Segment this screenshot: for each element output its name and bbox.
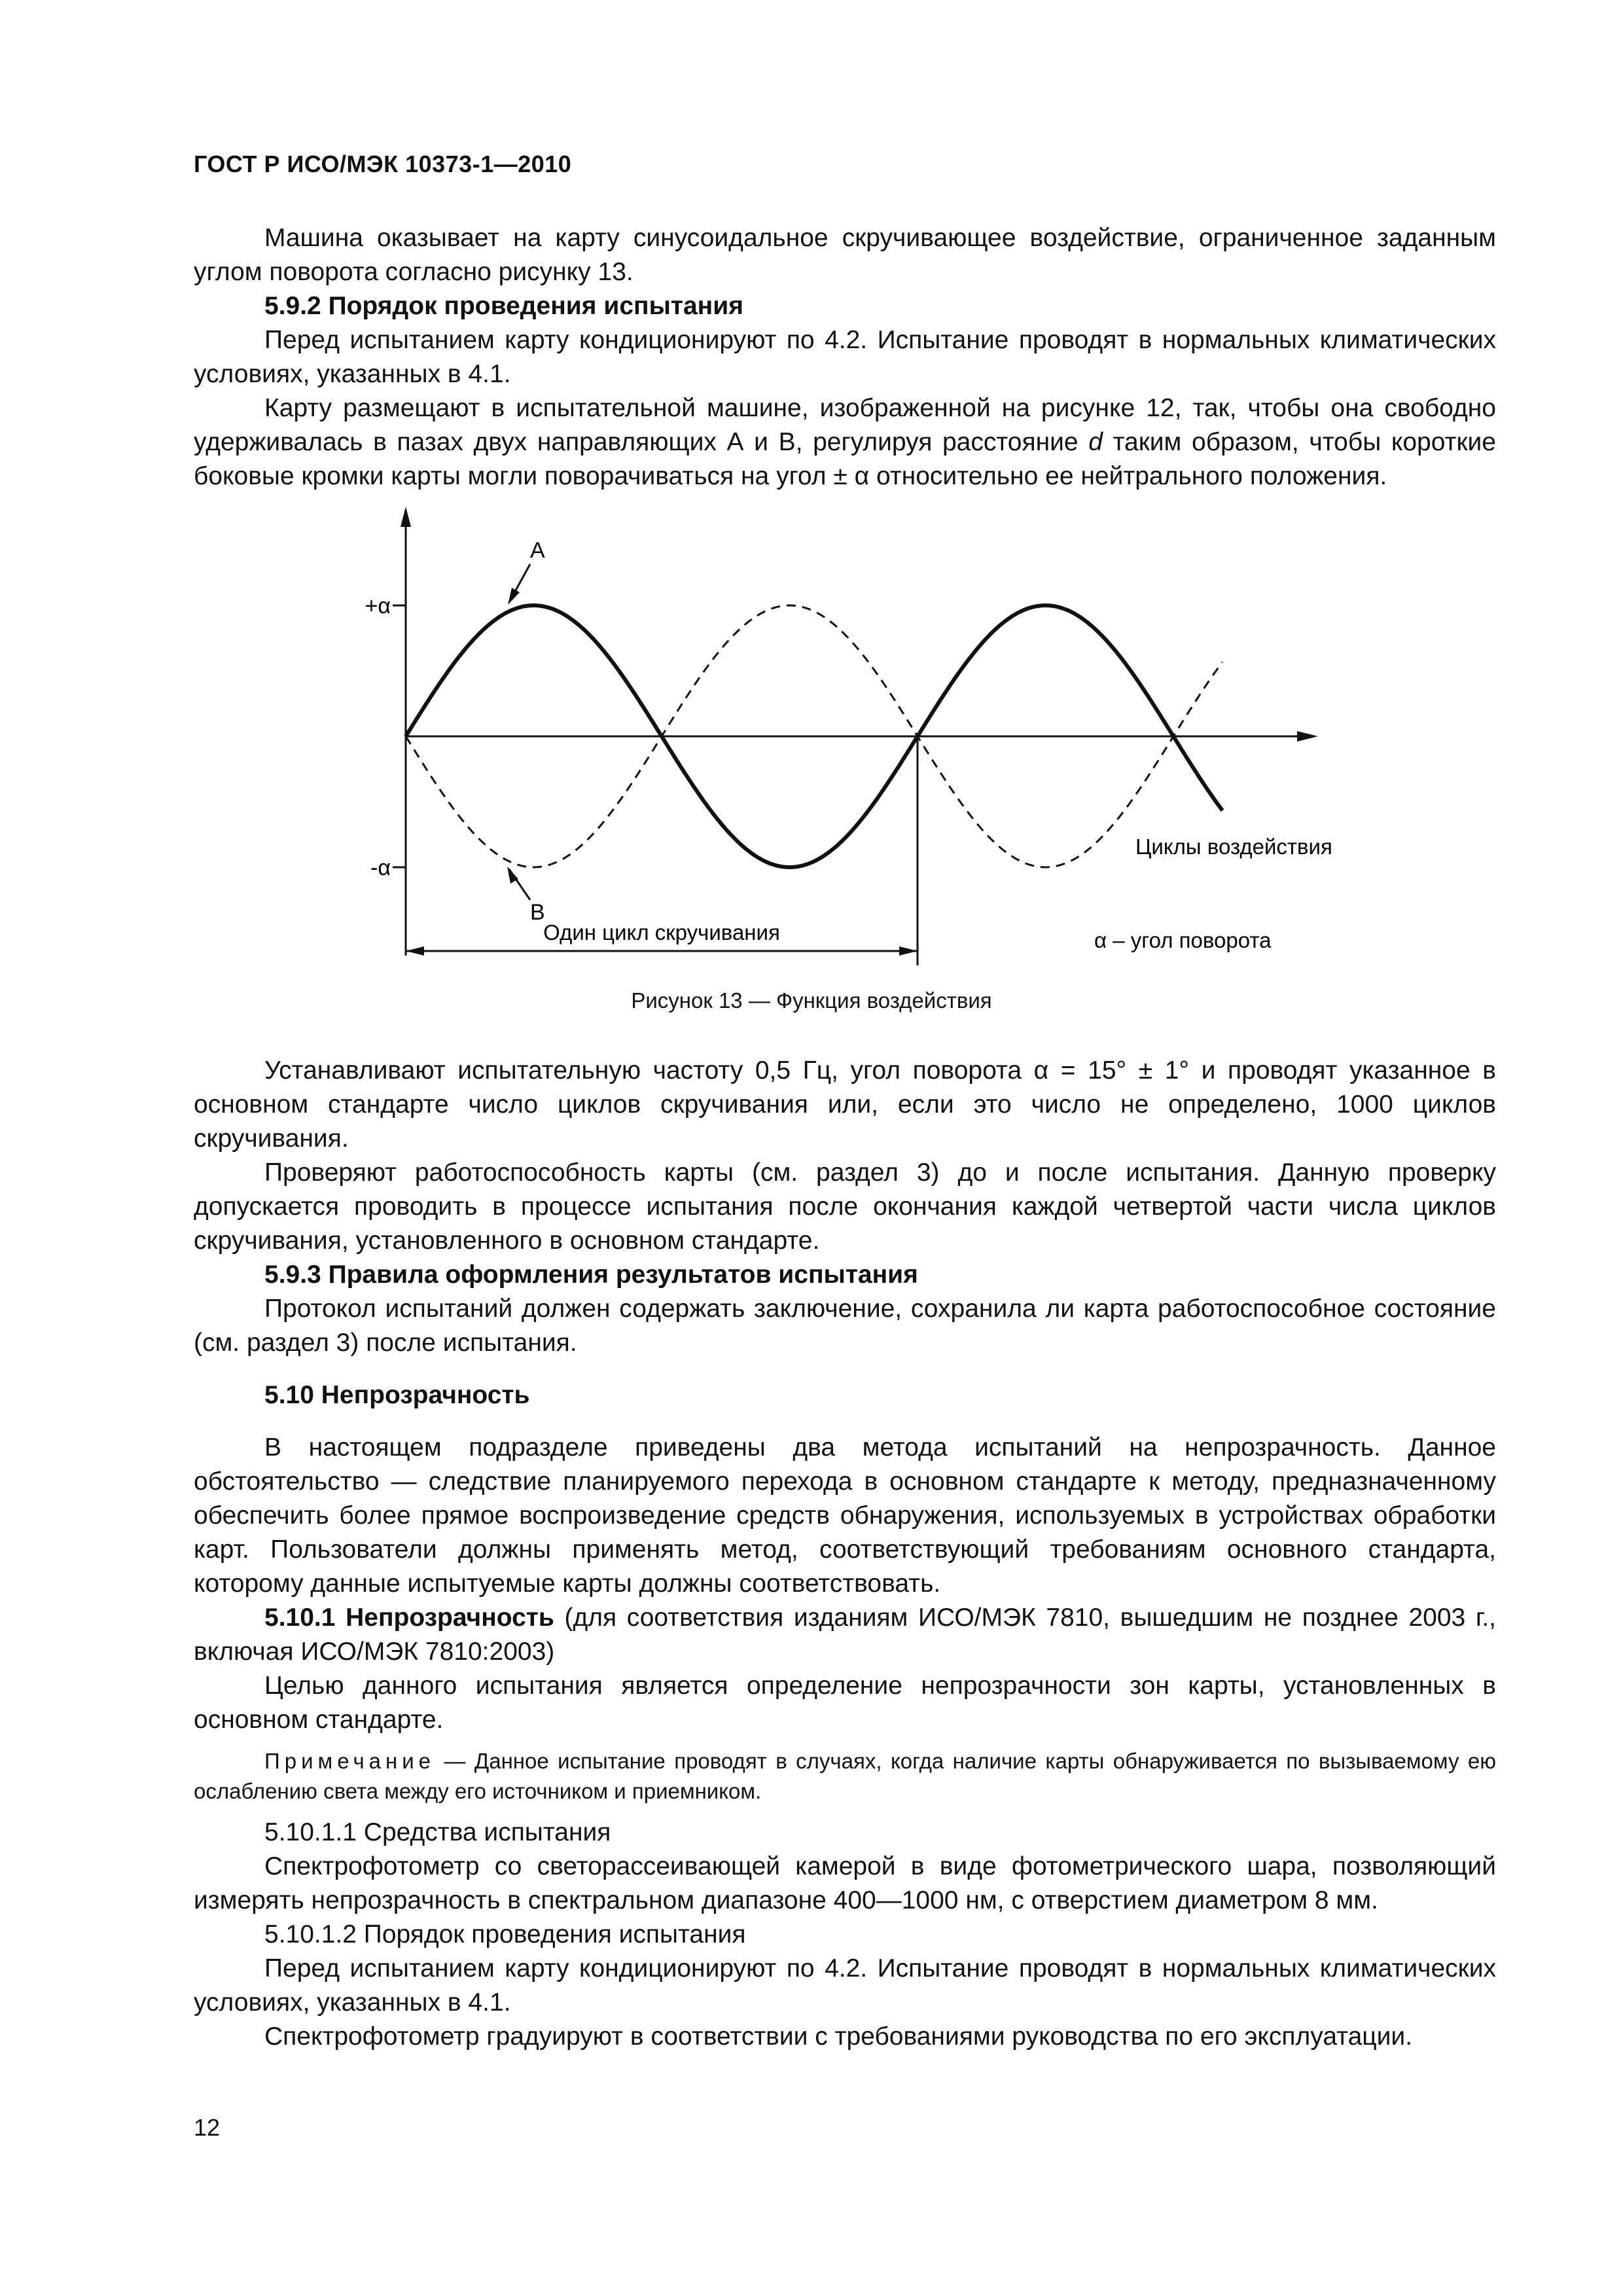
paragraph [194,391,1496,493]
paragraph: Протокол испытаний должен содержать заключение, сохранила ли карта работоспособное состояние (см. раздел 3) после испытания. [194,1295,1496,1357]
label-B: B [530,900,545,925]
figure-caption: Рисунок 13 — Функция воздействия [631,988,992,1013]
page-number: 12 [194,2114,221,2141]
text-block-top [194,221,1496,493]
text-run: Карту размещают в испытательной машине, изображенной на рисунке 12, так, чтобы она свободно удерживалась в пазах двух направляющих А и В, регулируя расстояние [194,394,1496,456]
section-heading: 5.9.2 Порядок проведения испытания [264,292,743,320]
paragraph: Целью данного испытания является определение непрозрачности зон карты, установленных в основном стандарте. [194,1672,1496,1734]
subsection-heading: 5.10.1.2 Порядок проведения испытания [264,1920,746,1948]
variable-d: d [1088,428,1103,456]
label-minus-alpha: -α [370,855,391,880]
section-heading-inline: 5.10.1 Непрозрачность [264,1604,554,1632]
note-label: Примечание [264,1749,436,1773]
torsion-function-diagram [340,504,1348,975]
label-A: A [530,538,545,563]
leader-A-arrow [508,588,520,605]
document-header: ГОСТ Р ИСО/МЭК 10373-1—2010 [194,151,572,177]
paragraph: Перед испытанием карту кондиционируют по 4.2. Испытание проводят в нормальных климатических условиях, указанных в 4.1. [194,326,1496,388]
spacer [194,1360,1496,1378]
section-heading: 5.9.3 Правила оформления результатов испытания [264,1261,918,1289]
label-alpha-definition: α – угол поворота [1094,928,1272,952]
y-axis-arrow [401,507,411,527]
note-text: — Данное испытание проводят в случаях, когда наличие карты обнаруживается по вызываемому ею ослаблению света между его источником и приемником. [194,1749,1496,1803]
note [194,1746,1496,1806]
text-block-bottom [194,1054,1496,2054]
x-axis-arrow [1297,731,1318,742]
paragraph: Спектрофотометр градуируют в соответствии с требованиями руководства по его эксплуатации. [264,2022,1413,2051]
spacer [194,1806,1496,1816]
text-run: (для соответствия изданиям ИСО/МЭК 7810, вышедшим не позднее 2003 г., включая ИСО/МЭК 7810:2003) [194,1604,1497,1666]
figure-13 [340,504,1348,975]
label-plus-alpha: +α [365,594,391,619]
label-impact-cycles: Циклы воздействия [1135,834,1332,859]
section-heading: 5.10 Непрозрачность [264,1381,530,1409]
paragraph: Перед испытанием карту кондиционируют по 4.2. Испытание проводят в нормальных климатических условиях, указанных в 4.1. [194,1954,1496,2017]
spacer [194,1737,1496,1746]
cycle-arrow-left [406,946,424,956]
text-run: таким образом, чтобы короткие боковые кромки карты могли поворачиваться на угол ± α относительно ее нейтрального положения. [194,428,1496,490]
paragraph: В настоящем подразделе приведены два метода испытаний на непрозрачность. Данное обстоятельство — следствие планируемого перехода в основном стандарте к методу, предназначенному обеспечить более прямое воспроизведение средств обнаружения, используемых в устройствах обработки карт. Пользователи должны применять метод, соответствующий требованиям основного стандарта, которому данные испытуемые карты должны соответствовать. [194,1433,1496,1598]
paragraph [194,1601,1496,1669]
paragraph: Спектрофотометр со светорассеивающей камерой в виде фотометрического шара, позволяющий измерять непрозрачность в спектральном диапазоне 400—1000 нм, с отверстием диаметром 8 мм. [194,1852,1496,1914]
label-one-cycle: Один цикл скручивания [543,920,780,944]
cycle-arrow-right [899,946,918,956]
paragraph: Машина оказывает на карту синусоидальное скручивающее воздействие, ограниченное заданным углом поворота согласно рисунку 13. [194,224,1496,286]
spacer [194,1412,1496,1431]
subsection-heading: 5.10.1.1 Средства испытания [264,1818,611,1846]
paragraph: Проверяют работоспособность карты (см. раздел 3) до и после испытания. Данную проверку допускается проводить в процессе испытания после окончания каждой четвертой части числа циклов скручивания, установленного в основном стандарте. [194,1158,1496,1255]
paragraph: Устанавливают испытательную частоту 0,5 Гц, угол поворота α = 15° ± 1° и проводят указанное в основном стандарте число циклов скручивания или, если это число не определено, 1000 циклов скручивания. [194,1056,1496,1153]
